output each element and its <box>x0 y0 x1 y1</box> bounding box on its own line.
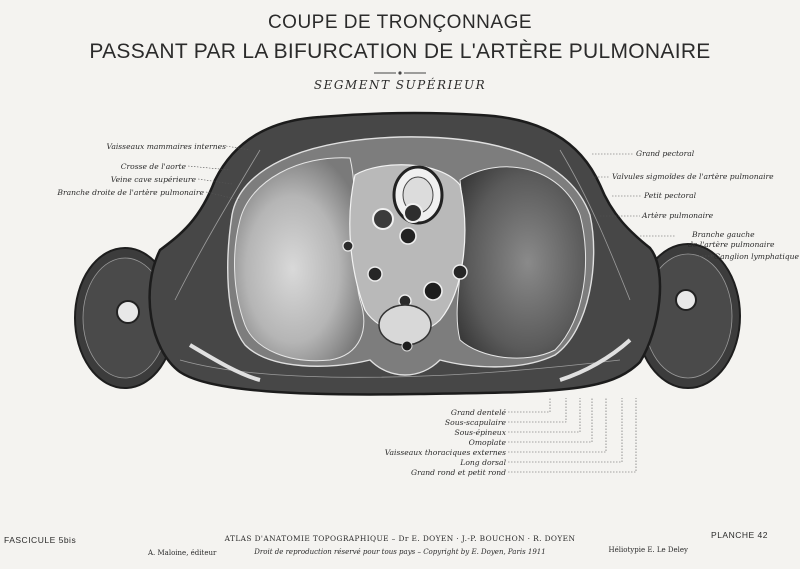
vertebra <box>379 305 431 345</box>
label-petit-pectoral: Petit pectoral <box>644 191 697 200</box>
plate-subtitle: SEGMENT SUPÉRIEUR <box>313 78 487 92</box>
footer-fascicule: FASCICULE 5bis <box>4 535 77 545</box>
label-branche-gauche: Branche gauche <box>692 230 755 239</box>
plate-title-line1: COUPE DE TRONÇONNAGE <box>267 12 533 33</box>
label-grand-rond: Grand rond et petit rond <box>411 468 506 477</box>
footer-editor: A. Maloine, éditeur <box>148 549 217 557</box>
label-valvules-sigmoides: Valvules sigmoïdes de l'artère pulmonaire <box>612 172 774 181</box>
plate-title-line2: PASSANT PAR LA BIFURCATION DE L'ARTÈRE PULMONAIRE <box>89 40 711 63</box>
left-humerus <box>676 290 696 310</box>
label-vaisseaux-thoraciques: Vaisseaux thoraciques externes <box>384 448 506 457</box>
spinal-canal <box>402 341 412 351</box>
label-branche-gauche-2: de l'artère pulmonaire <box>688 240 775 249</box>
label-ganglion-lymphatique: Ganglion lymphatique <box>714 252 800 261</box>
label-omoplate: Omoplate <box>468 438 506 447</box>
label-veine-cave: Veine cave supérieure <box>110 175 196 184</box>
label-artere-pulmonaire: Artère pulmonaire <box>642 211 714 220</box>
pulmonary-artery <box>404 204 422 222</box>
label-long-dorsal: Long dorsal <box>460 458 506 467</box>
label-sous-scapulaire: Sous-scapulaire <box>444 418 506 427</box>
label-grand-dentele: Grand dentelé <box>450 408 506 417</box>
superior-vena-cava <box>373 209 393 229</box>
footer-atlas: ATLAS D'ANATOMIE TOPOGRAPHIQUE – Dr E. DOYEN · J.-P. BOUCHON · R. DOYEN <box>224 534 576 543</box>
label-sous-epineux: Sous-épineux <box>454 428 506 437</box>
right-humerus <box>117 301 139 323</box>
label-vaisseaux-mammaires: Vaisseaux mammaires internes <box>106 142 226 151</box>
label-grand-pectoral: Grand pectoral <box>636 149 695 158</box>
footer-printer: Héliotypie E. Le Deley <box>608 546 688 554</box>
footer-planche: PLANCHE 42 <box>711 530 768 540</box>
left-lung <box>457 167 585 358</box>
label-branche-droite: Branche droite de l'artère pulmonaire <box>57 188 204 197</box>
footer-copyright: Droit de reproduction réservé pour tous pays – Copyright by E. Doyen, Paris 1911 <box>254 548 546 556</box>
label-crosse-aorte: Crosse de l'aorte <box>120 162 186 171</box>
